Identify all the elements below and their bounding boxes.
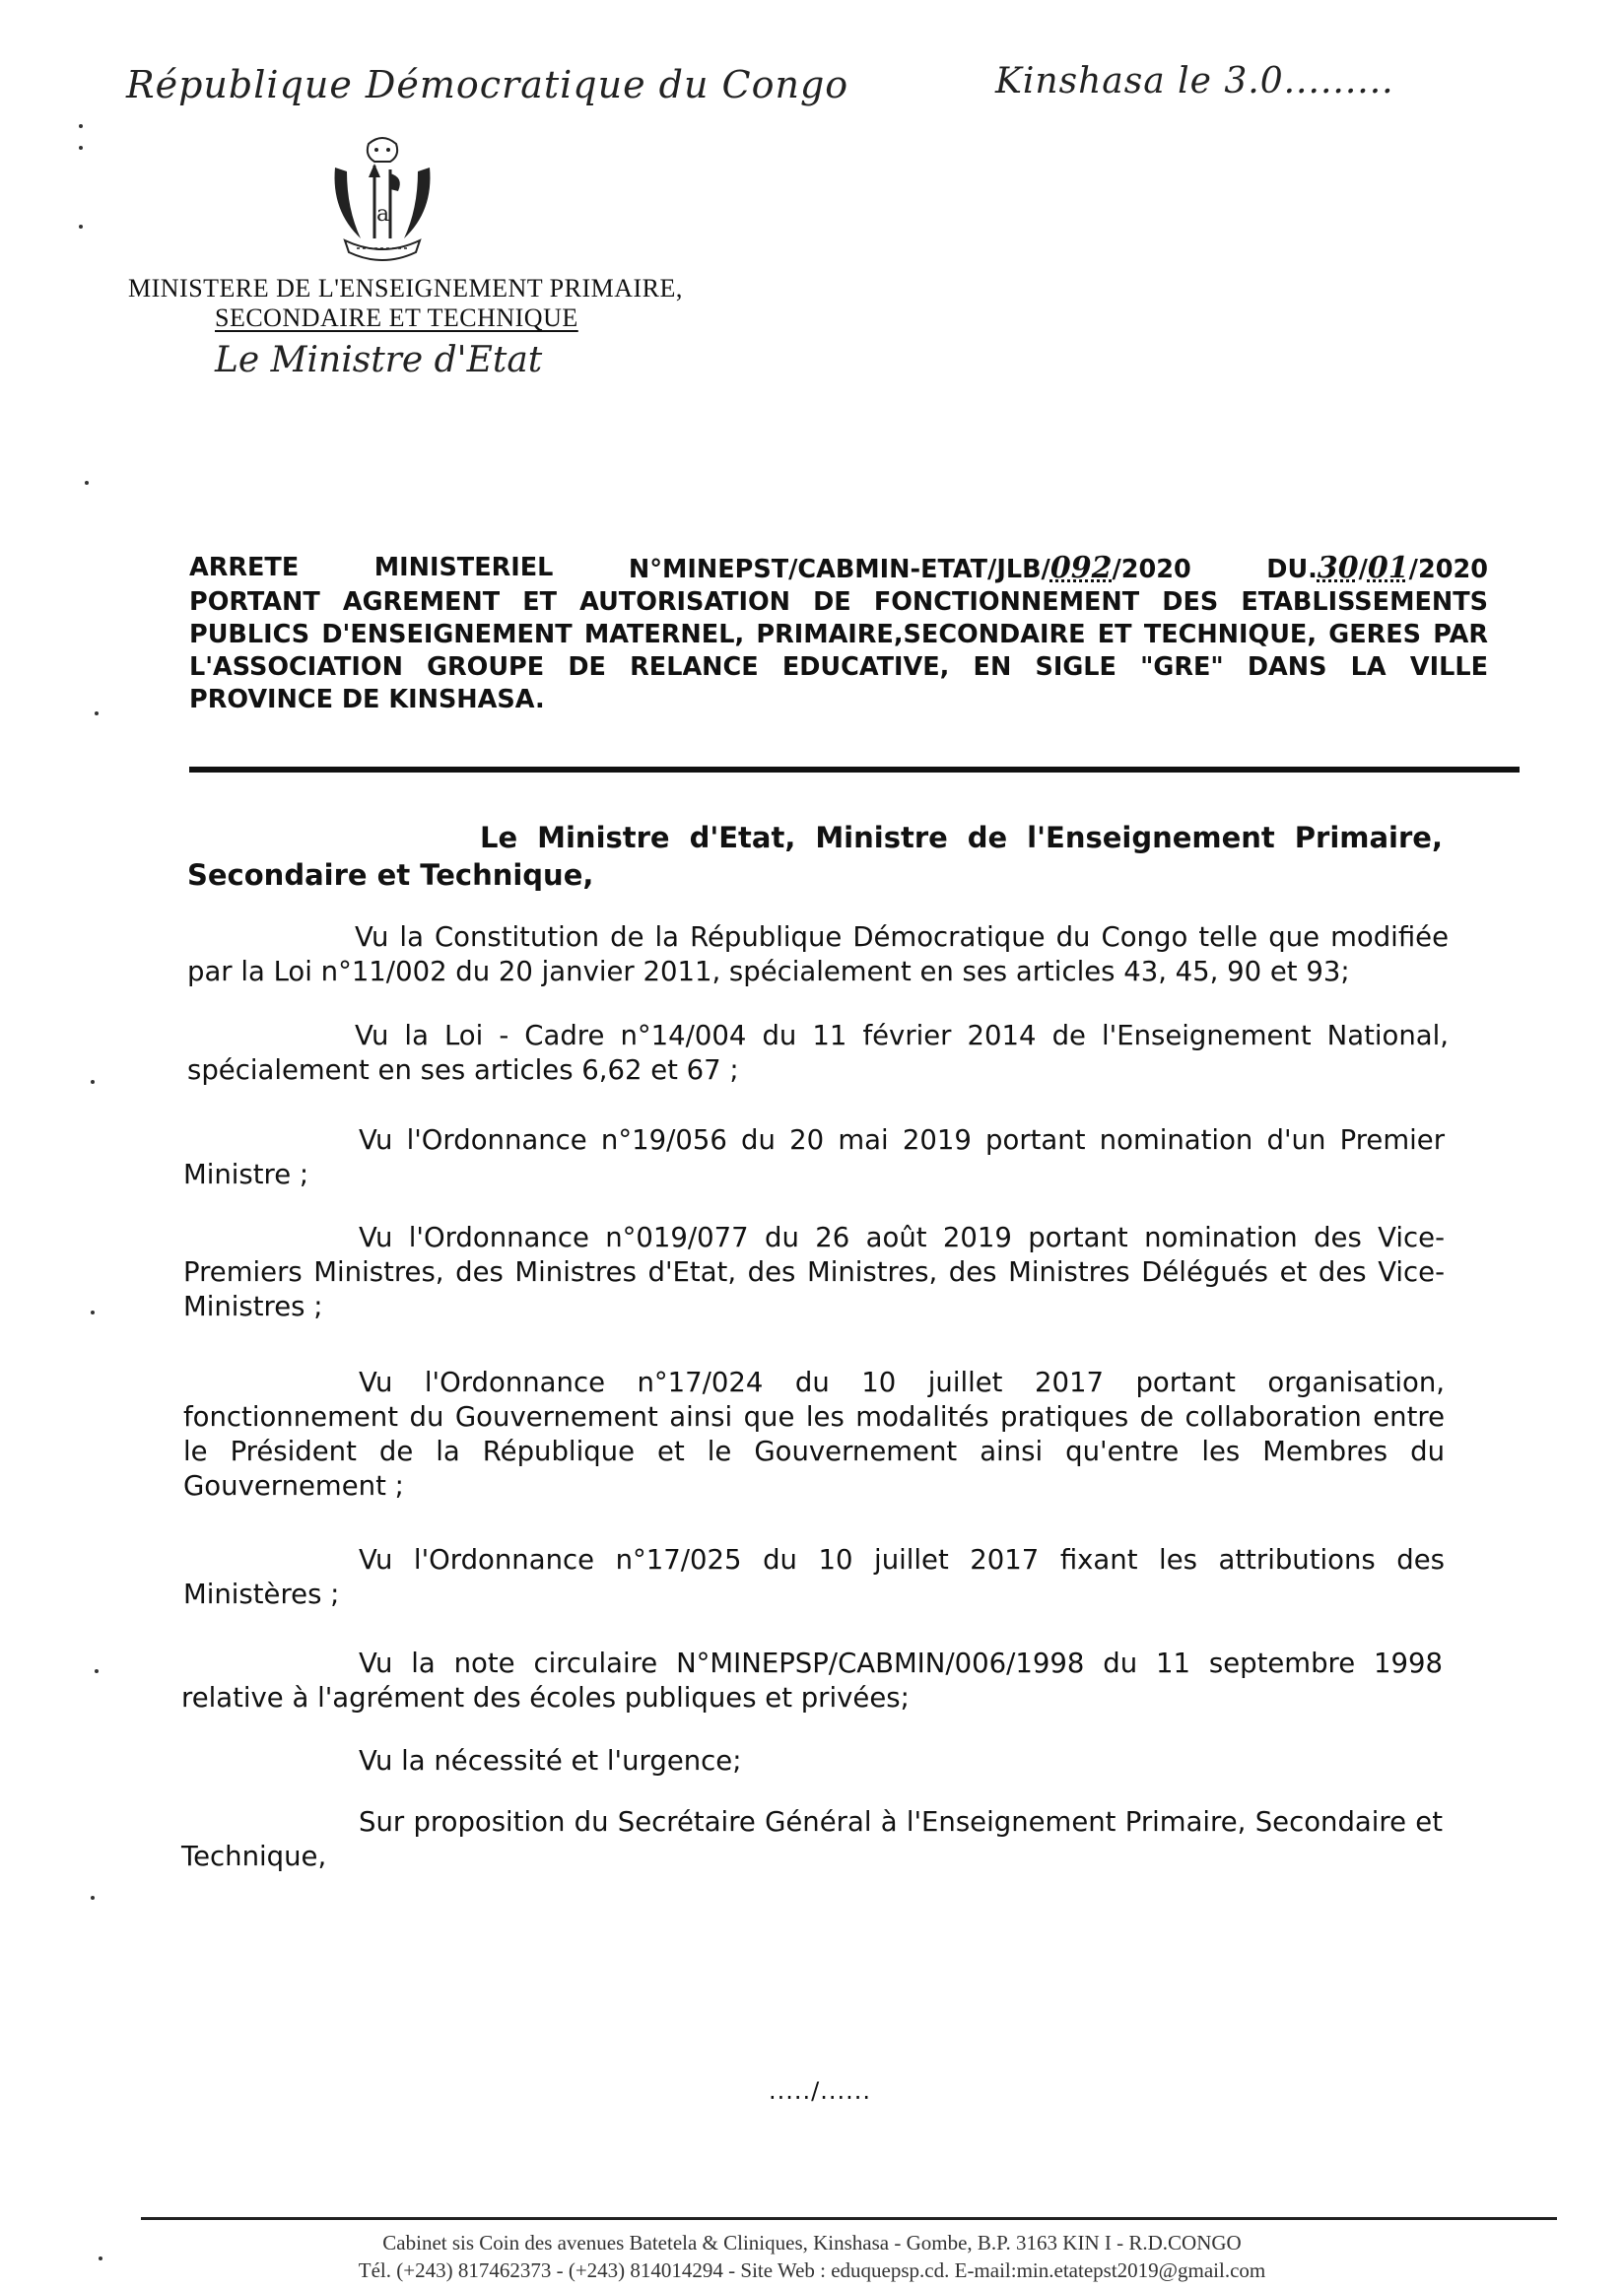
recital-continuation: Technique, (181, 1841, 327, 1872)
recital-first-line: Sur proposition du Secrétaire Général à l'Enseignement Primaire, Secondaire et (359, 1806, 1443, 1838)
arrete-label: ARRETE (189, 553, 300, 582)
footer-address: Cabinet sis Coin des avenues Batetela & Cliniques, Kinshasa - Gombe, B.P. 3163 KIN I - R.D.CONGO (382, 2231, 1242, 2255)
decree-title-line4: L'ASSOCIATION GROUPE DE RELANCE EDUCATIVE, EN SIGLE "GRE" DANS LA VILLE (189, 652, 1488, 682)
decree-title-line2: PORTANT AGREMENT ET AUTORISATION DE FONCTIONNEMENT DES ETABLISSEMENTS (189, 587, 1488, 617)
decree-title-line5: PROVINCE DE KINSHASA. (189, 685, 545, 714)
margin-dot (95, 1669, 99, 1673)
margin-dot (79, 124, 83, 128)
title-divider (189, 767, 1520, 773)
decree-number-line (189, 552, 1488, 586)
recital-continuation: Ministre ; (183, 1159, 309, 1190)
recital-continuation: par la Loi n°11/002 du 20 janvier 2011, spécialement en ses articles 43, 45, 90 et 93; (187, 956, 1350, 987)
minister-designation-line2: Secondaire et Technique, (187, 858, 594, 892)
recital-first-line: Vu l'Ordonnance n°19/056 du 20 mai 2019 portant nomination d'un Premier (359, 1124, 1445, 1156)
recital-first-line: Vu la Constitution de la République Démocratique du Congo telle que modifiée (355, 921, 1449, 953)
decree-title-line3: PUBLICS D'ENSEIGNEMENT MATERNEL, PRIMAIRE,SECONDAIRE ET TECHNIQUE, GERES PAR (189, 620, 1488, 649)
recital-continuation: fonctionnement du Gouvernement ainsi que les modalités pratiques de collaboration entre le Président de la République et le Gouvernement ainsi qu'entre les Membres du Gouvernement ; (183, 1401, 1445, 1502)
margin-dot (79, 225, 83, 229)
decree-number (629, 552, 1191, 586)
minister-designation-line1: Le Ministre d'Etat, Ministre de l'Enseignement Primaire, (480, 821, 1443, 854)
recital-first-line: Vu la nécessité et l'urgence; (359, 1745, 742, 1777)
recital-paragraph (183, 1543, 1445, 1612)
recital-paragraph (187, 920, 1449, 989)
recital-paragraph (359, 1744, 1246, 1779)
ministry-name-line1: MINISTERE DE L'ENSEIGNEMENT PRIMAIRE, (128, 274, 683, 303)
decree-number-suffix: /2020 (1112, 555, 1191, 584)
place-date: Kinshasa le 3.0......... (995, 61, 1394, 101)
republic-heading: République Démocratique du Congo (126, 63, 849, 106)
ministeriel-label: MINISTERIEL (373, 553, 554, 582)
decree-month-handwritten: 01 (1367, 551, 1409, 585)
decree-title (189, 552, 1488, 716)
ministry-name-line2: SECONDAIRE ET TECHNIQUE (215, 303, 578, 332)
margin-dot (79, 146, 83, 150)
decree-number-prefix: N°MINEPST/CABMIN-ETAT/JLB/ (628, 555, 1050, 584)
page-continuation-mark: ...../...... (769, 2077, 872, 2105)
ministre-etat-heading: Le Ministre d'Etat (215, 340, 543, 380)
margin-dot (95, 711, 99, 715)
margin-dot (91, 1311, 95, 1314)
decree-year: /2020 (1408, 555, 1488, 584)
svg-text:a: a (376, 202, 390, 227)
decree-day-handwritten: 30 (1317, 551, 1359, 585)
recital-first-line: Vu l'Ordonnance n°17/024 du 10 juillet 2017 portant organisation, (359, 1367, 1445, 1398)
margin-dot (91, 1080, 95, 1084)
recital-first-line: Vu la note circulaire N°MINEPSP/CABMIN/006/1998 du 11 septembre 1998 (359, 1648, 1443, 1679)
footer-divider (141, 2217, 1557, 2220)
recital-continuation: Ministères ; (183, 1579, 340, 1610)
recital-paragraph (183, 1221, 1445, 1324)
recital-paragraph (183, 1123, 1445, 1192)
recital-paragraph (183, 1366, 1445, 1504)
decree-number-handwritten: 092 (1049, 551, 1113, 585)
recital-continuation: relative à l'agrément des écoles publiques et privées; (181, 1682, 910, 1714)
recital-continuation: spécialement en ses articles 6,62 et 67 ; (187, 1054, 739, 1086)
du-label: DU. (1266, 555, 1318, 584)
recital-paragraph (181, 1647, 1443, 1716)
recital-continuation: Premiers Ministres, des Ministres d'Etat, des Ministres, des Ministres Délégués et des Vice-Ministres ; (183, 1256, 1445, 1322)
recital-paragraph (187, 1019, 1449, 1088)
coat-of-arms-icon (317, 130, 447, 268)
recital-first-line: Vu l'Ordonnance n°17/025 du 10 juillet 2017 fixant les attributions des (359, 1544, 1445, 1576)
recital-first-line: Vu la Loi - Cadre n°14/004 du 11 février 2014 de l'Enseignement National, (355, 1020, 1449, 1051)
footer-contact: Tél. (+243) 817462373 - (+243) 814014294 - Site Web : eduquepsp.cd. E-mail:min.etatepst2019@gmail.com (358, 2258, 1266, 2282)
decree-date: DU.30/01/2020 (1266, 551, 1488, 585)
margin-dot (91, 1896, 95, 1900)
recital-paragraph (181, 1805, 1443, 1874)
margin-dot (85, 481, 89, 485)
recital-first-line: Vu l'Ordonnance n°019/077 du 26 août 2019 portant nomination des Vice- (359, 1222, 1445, 1253)
